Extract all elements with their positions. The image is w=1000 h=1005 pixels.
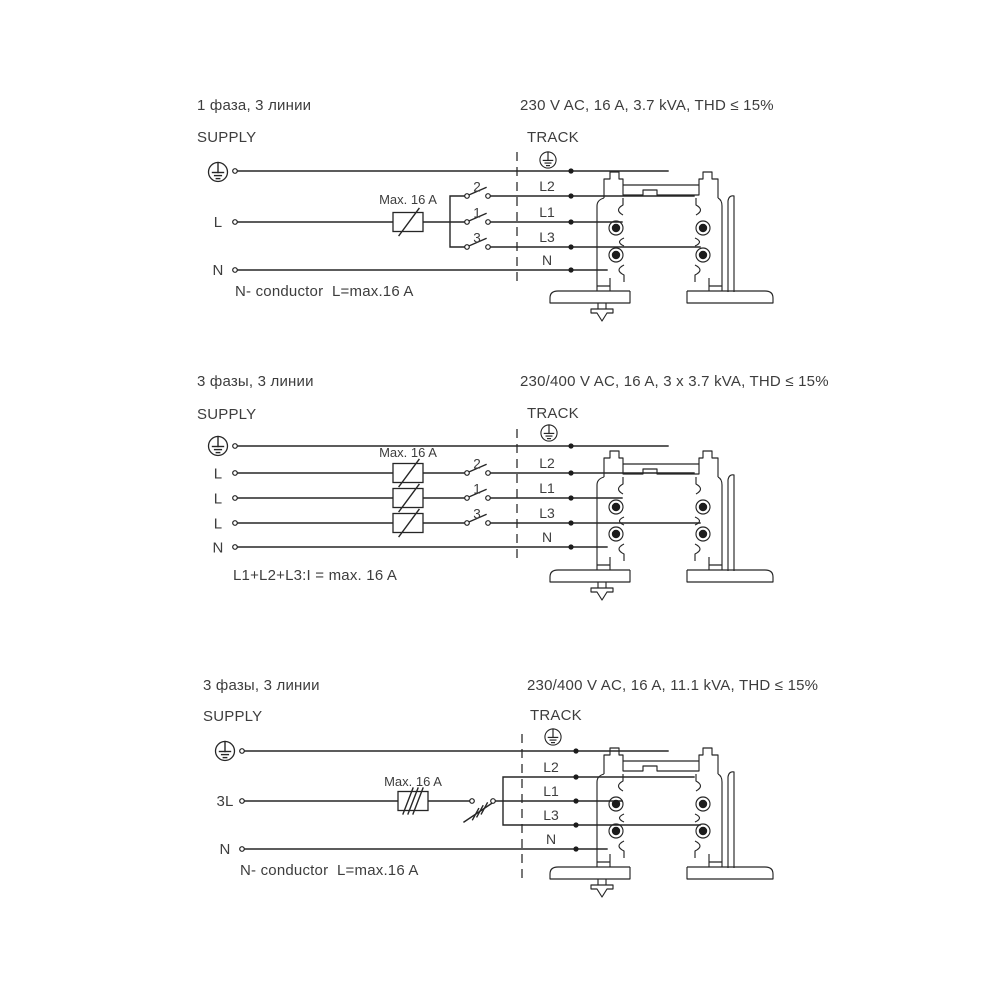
diagram-title: 3 фазы, 3 линии bbox=[203, 677, 320, 694]
terminal-icon bbox=[233, 545, 238, 550]
switch-number: 2 bbox=[473, 456, 481, 472]
switch-number: 2 bbox=[473, 179, 481, 195]
phase-label: L bbox=[213, 515, 223, 533]
junction-dot bbox=[568, 219, 573, 224]
phase-label: L bbox=[213, 490, 223, 508]
junction-dot bbox=[573, 798, 578, 803]
phase-label: L bbox=[213, 214, 223, 231]
track-conductor-label: L3 bbox=[543, 807, 559, 823]
switch-number: 1 bbox=[473, 205, 481, 221]
fuse-rating-label: Max. 16 A bbox=[379, 192, 437, 207]
supply-heading: SUPPLY bbox=[197, 129, 257, 146]
track-conductor-label: N bbox=[541, 252, 553, 268]
fuse-icon bbox=[393, 510, 423, 537]
switch-number: 3 bbox=[473, 230, 481, 246]
junction-dot bbox=[568, 443, 573, 448]
diagram-specs: 230/400 V AC, 16 A, 11.1 kVA, THD ≤ 15% bbox=[527, 677, 819, 694]
note-text: L1+L2+L3:I = max. 16 A bbox=[233, 567, 398, 584]
ground-icon bbox=[209, 437, 228, 456]
three-pole-switch-icon bbox=[464, 799, 495, 822]
junction-dot bbox=[568, 520, 573, 525]
terminal-icon bbox=[233, 220, 238, 225]
junction-dot bbox=[568, 495, 573, 500]
junction-dot bbox=[568, 168, 573, 173]
track-heading: TRACK bbox=[527, 129, 579, 146]
track-cross-section-drawing bbox=[550, 748, 773, 897]
junction-dot bbox=[573, 774, 578, 779]
track-conductor-label: L2 bbox=[539, 455, 555, 471]
note-text: N- conductor L=max.16 A bbox=[240, 862, 419, 879]
supply-heading: SUPPLY bbox=[197, 406, 257, 423]
terminal-icon bbox=[240, 799, 245, 804]
fuse-rating-label: Max. 16 A bbox=[379, 445, 437, 460]
junction-dot bbox=[568, 193, 573, 198]
fuse-rating-label: Max. 16 A bbox=[384, 774, 442, 789]
terminal-icon bbox=[233, 521, 238, 526]
track-heading: TRACK bbox=[530, 707, 582, 724]
junction-dot bbox=[568, 244, 573, 249]
junction-dot bbox=[568, 470, 573, 475]
switch-number: 3 bbox=[473, 506, 481, 522]
triple-fuse-icon bbox=[398, 788, 428, 814]
diagram-specs: 230/400 V AC, 16 A, 3 x 3.7 kVA, THD ≤ 15% bbox=[520, 373, 829, 390]
track-conductor-label: L3 bbox=[539, 505, 555, 521]
track-conductor-label: L2 bbox=[539, 178, 555, 194]
diagram-title: 3 фазы, 3 линии bbox=[197, 373, 314, 390]
junction-dot bbox=[573, 822, 578, 827]
neutral-label: N bbox=[212, 539, 224, 557]
neutral-label: N bbox=[219, 841, 231, 858]
track-conductor-label: N bbox=[545, 831, 557, 847]
diagram-three-phase-bridged bbox=[203, 677, 818, 897]
track-conductor-label: N bbox=[541, 529, 553, 545]
terminal-icon bbox=[233, 268, 238, 273]
note-text: N- conductor L=max.16 A bbox=[235, 283, 414, 300]
terminal-icon bbox=[233, 471, 238, 476]
fuse-icon bbox=[393, 460, 423, 487]
junction-dot bbox=[568, 544, 573, 549]
track-conductor-label: L1 bbox=[539, 480, 555, 496]
terminal-icon bbox=[233, 444, 238, 449]
track-conductor-label: L2 bbox=[543, 759, 559, 775]
ground-icon bbox=[209, 163, 228, 182]
neutral-label: N bbox=[212, 262, 224, 279]
phase-label: 3L bbox=[216, 793, 234, 810]
phase-label: L bbox=[213, 465, 223, 483]
diagram-three-phase bbox=[197, 373, 829, 600]
switch-number: 1 bbox=[473, 481, 481, 497]
terminal-icon bbox=[240, 749, 245, 754]
ground-icon bbox=[545, 729, 561, 745]
track-conductor-label: L1 bbox=[539, 204, 555, 220]
track-conductor-label: L1 bbox=[543, 783, 559, 799]
track-heading: TRACK bbox=[527, 405, 579, 422]
ground-icon bbox=[541, 425, 557, 441]
fuse-icon bbox=[393, 209, 423, 236]
supply-heading: SUPPLY bbox=[203, 708, 263, 725]
track-conductor-label: L3 bbox=[539, 229, 555, 245]
terminal-icon bbox=[233, 169, 238, 174]
terminal-icon bbox=[240, 847, 245, 852]
ground-icon bbox=[216, 742, 235, 761]
junction-dot bbox=[568, 267, 573, 272]
diagram-title: 1 фаза, 3 линии bbox=[197, 97, 312, 114]
ground-icon bbox=[540, 152, 556, 168]
terminal-icon bbox=[233, 496, 238, 501]
diagram-single-phase bbox=[197, 97, 774, 321]
junction-dot bbox=[573, 846, 578, 851]
junction-dot bbox=[573, 748, 578, 753]
diagram-specs: 230 V AC, 16 A, 3.7 kVA, THD ≤ 15% bbox=[520, 97, 774, 114]
fuse-icon bbox=[393, 485, 423, 512]
